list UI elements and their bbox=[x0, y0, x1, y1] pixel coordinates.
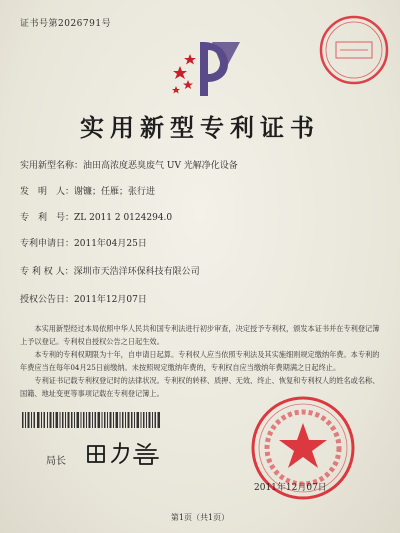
body-paragraph: 本专利的专利权期限为十年，自申请日起算。专利权人应当依照专利法及其实施细则规定缴纳年费。本专利的年费应当在每年04月25日前缴纳。未按照规定缴纳年费的，专利权自应当缴纳年费期满之日起终止。 bbox=[20, 350, 380, 372]
inventors-value: 谢镰；任雁；张行进 bbox=[74, 187, 156, 197]
body-paragraph: 专利证书记载专利权登记时的法律状况。专利权的转移、质押、无效、终止、恢复和专利权人的姓名或名称、国籍、地址变更等事项记载在专利登记簿上。 bbox=[20, 376, 380, 398]
small-seal-stamp bbox=[318, 14, 390, 86]
body-paragraph: 本实用新型经过本局依照中华人民共和国专利法进行初步审查，决定授予专利权，颁发本证书并在专利登记簿上予以登记。专利权自授权公告之日起生效。 bbox=[20, 324, 380, 346]
patent-number-label: 专 利 号： bbox=[20, 213, 75, 223]
director-label: 局长 bbox=[46, 456, 66, 467]
director-signature bbox=[84, 440, 162, 466]
patentee-label: 专 利 权 人： bbox=[20, 267, 74, 277]
patent-number-value: ZL 2011 2 0124294.0 bbox=[74, 213, 173, 223]
certificate-title: 实用新型专利证书 bbox=[80, 113, 320, 142]
filing-date-value: 2011年04月25日 bbox=[74, 239, 147, 249]
patentee-row bbox=[20, 266, 200, 278]
filing-date-label: 专利申请日： bbox=[20, 239, 75, 249]
grant-date-label: 授权公告日： bbox=[20, 295, 75, 305]
utility-model-name: 实用新型名称：油田高浓度恶臭废气 UV 光解净化设备 bbox=[20, 161, 238, 171]
patentee-value: 深圳市天浩洋环保科技有限公司 bbox=[73, 267, 200, 277]
inventors-row bbox=[20, 186, 155, 198]
filing-date-row bbox=[20, 238, 147, 250]
certificate-body bbox=[20, 322, 382, 400]
page-number: 第1页（共1页） bbox=[170, 513, 230, 522]
grant-date-row bbox=[20, 294, 147, 306]
patent-office-emblem-icon bbox=[168, 36, 246, 100]
barcode bbox=[22, 412, 162, 428]
issue-date: 2011年12月07日 bbox=[254, 483, 327, 493]
patent-number-row bbox=[20, 212, 172, 224]
certificate-number: 证书号第2026791号 bbox=[20, 19, 112, 29]
grant-date-value: 2011年12月07日 bbox=[74, 295, 147, 305]
inventors-label: 发 明 人： bbox=[20, 187, 75, 197]
